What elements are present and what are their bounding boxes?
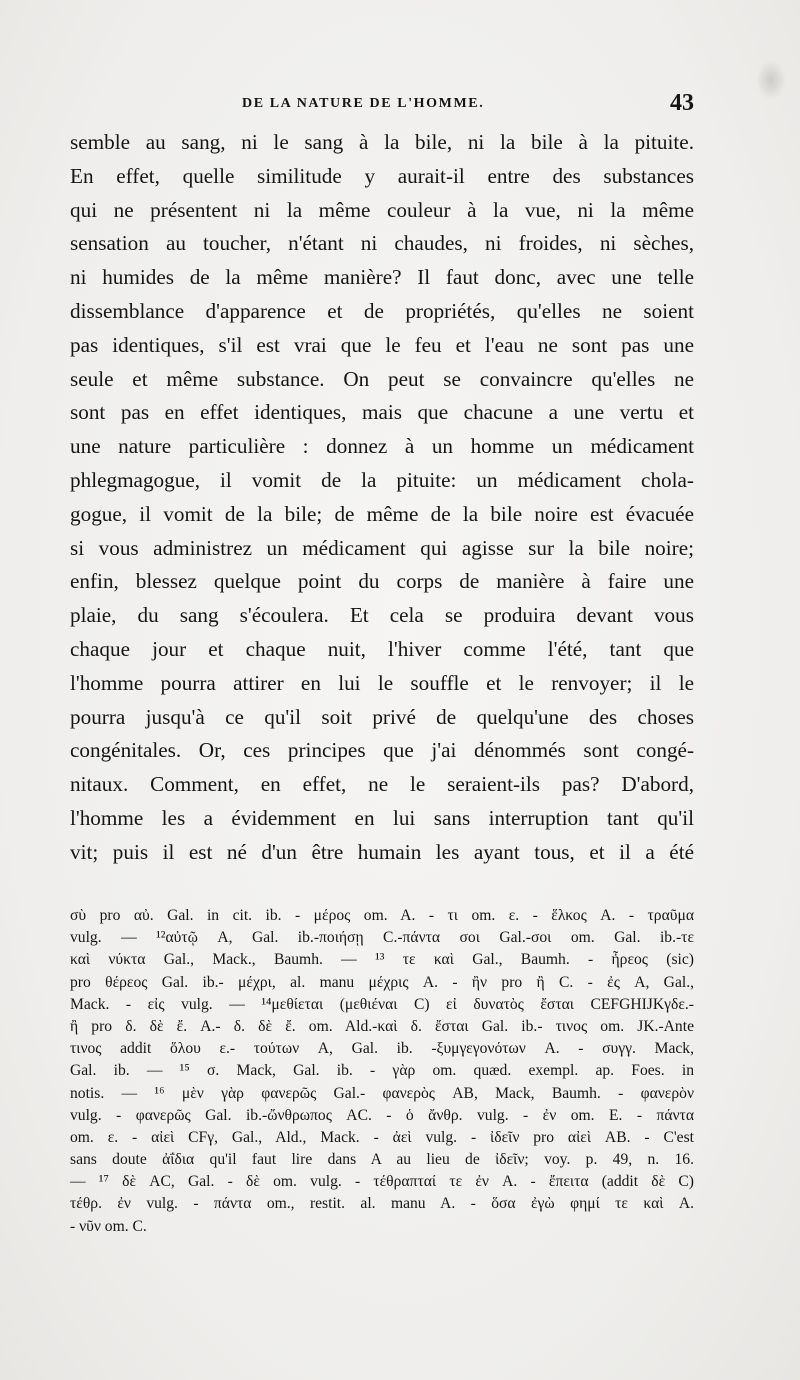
footnote-line: om. ε. - αἰεὶ CFγ, Gal., Ald., Mack. - ἀεὶ vulg. - ἰδεῖν pro αἰεὶ AB. - C'est bbox=[70, 1128, 694, 1146]
text-line: nitaux. Comment, en effet, ne le seraient-ils pas? D'abord, bbox=[70, 772, 694, 797]
text-line: En effet, quelle similitude y aurait-il entre des substances bbox=[70, 163, 694, 188]
text-line: une nature particulière : donnez à un homme un médicament bbox=[70, 434, 694, 459]
footnote-line: - νῦν om. C. bbox=[70, 1217, 147, 1235]
footnote-line: καὶ νύκτα Gal., Mack., Baumh. — ¹³ τε καὶ Gal., Baumh. - ἦρεος (sic) bbox=[70, 951, 694, 969]
text-line: gogue, il vomit de la bile; de même de la bile noire est évacuée bbox=[70, 501, 694, 526]
text-line: congénitales. Or, ces principes que j'ai dénommés sont congé- bbox=[70, 738, 694, 763]
page-header bbox=[70, 92, 694, 122]
text-line: chaque jour et chaque nuit, l'hiver comme l'été, tant que bbox=[70, 636, 694, 661]
text-line: si vous administrez un médicament qui agisse sur la bile noire; bbox=[70, 535, 694, 560]
text-line: sont pas en effet identiques, mais que chacune a une vertu et bbox=[70, 400, 694, 425]
footnote-line: vulg. — ¹²αὐτῷ A, Gal. ib.-ποιήσῃ C.-πάντα σοι Gal.-σοι om. Gal. ib.-τε bbox=[70, 929, 694, 947]
footnote-line: ἢ pro δ. δὲ ἔ. A.- δ. δὲ ἔ. om. Ald.-καὶ δ. ἔσται Gal. ib.- τινος om. JK.-Ante bbox=[70, 1017, 694, 1035]
text-line: enfin, blessez quelque point du corps de manière à faire une bbox=[70, 569, 694, 594]
footnote-line: σὺ pro αὐ. Gal. in cit. ib. - μέρος om. A. - τι om. ε. - ἕλκος A. - τραῦμα bbox=[70, 907, 694, 924]
text-line: sensation au toucher, n'étant ni chaudes, ni froides, ni sèches, bbox=[70, 231, 694, 256]
main-text bbox=[70, 126, 694, 870]
text-line: pourra jusqu'à ce qu'il soit privé de quelqu'une des choses bbox=[70, 704, 694, 729]
running-title: DE LA NATURE DE L'HOMME. bbox=[242, 96, 485, 111]
footnote-line: notis. — ¹⁶ μὲν γὰρ φανερῶς Gal.- φανερὸς AB, Mack, Baumh. - φανερὸν bbox=[70, 1084, 694, 1102]
text-line: semble au sang, ni le sang à la bile, ni la bile à la pituite. bbox=[70, 130, 694, 154]
text-line: seule et même substance. On peut se convaincre qu'elles ne bbox=[70, 366, 694, 391]
text-line: l'homme les a évidemment en lui sans interruption tant qu'il bbox=[70, 805, 694, 830]
footnote-line: τινος addit ὅλου ε.- τούτων A, Gal. ib. -ξυμγεγονότων A. - συγγ. Mack, bbox=[70, 1040, 694, 1058]
text-line: phlegmagogue, il vomit de la pituite: un médicament chola- bbox=[70, 467, 694, 492]
footnote-line: τέθρ. ἐν vulg. - πάντα om., restit. al. manu A. - ὅσα ἐγὼ φημί τε καὶ A. bbox=[70, 1195, 694, 1213]
page-smudge bbox=[756, 60, 786, 100]
footnote-line: vulg. - φανερῶς Gal. ib.-ὤνθρωπος AC. - ὁ ἄνθρ. vulg. - ἐν om. E. - πάντα bbox=[70, 1106, 694, 1124]
text-line: vit; puis il est né d'un être humain les ayant tous, et il a été bbox=[70, 839, 694, 864]
footnote-line: — ¹⁷ δὲ AC, Gal. - δὲ om. vulg. - τέθραπταί τε ἐν A. - ἔπειτα (addit δὲ C) bbox=[70, 1173, 694, 1191]
footnotes bbox=[70, 905, 694, 1238]
text-line: plaie, du sang s'écoulera. Et cela se produira devant vous bbox=[70, 603, 694, 628]
text-line: qui ne présentent ni la même couleur à la vue, ni la même bbox=[70, 197, 694, 222]
text-line: l'homme pourra attirer en lui le souffle et le renvoyer; il le bbox=[70, 670, 694, 695]
text-line: ni humides de la même manière? Il faut donc, avec une telle bbox=[70, 265, 694, 290]
text-line: dissemblance d'apparence et de propriétés, qu'elles ne soient bbox=[70, 298, 694, 323]
footnote-line: Mack. - εἰς vulg. — ¹⁴μεθίεται (μεθιέναι C) εἰ δυνατὸς ἔσται CEFGHIJKγδε.- bbox=[70, 995, 694, 1013]
footnote-line: pro θέρεος Gal. ib.- μέχρι, al. manu μέχρις A. - ἢν pro ἢ C. - ἐς A, Gal., bbox=[70, 973, 694, 991]
footnote-line: Gal. ib. — ¹⁵ σ. Mack, Gal. ib. - γὰρ om. quæd. exempl. ap. Foes. in bbox=[70, 1062, 694, 1080]
footnote-line: sans doute ἀΐδια qu'il faut lire dans A au lieu de ἰδεῖν; voy. p. 49, n. 16. bbox=[70, 1151, 694, 1169]
text-line: pas identiques, s'il est vrai que le feu et l'eau ne sont pas une bbox=[70, 332, 694, 357]
page-number: 43 bbox=[670, 90, 694, 116]
